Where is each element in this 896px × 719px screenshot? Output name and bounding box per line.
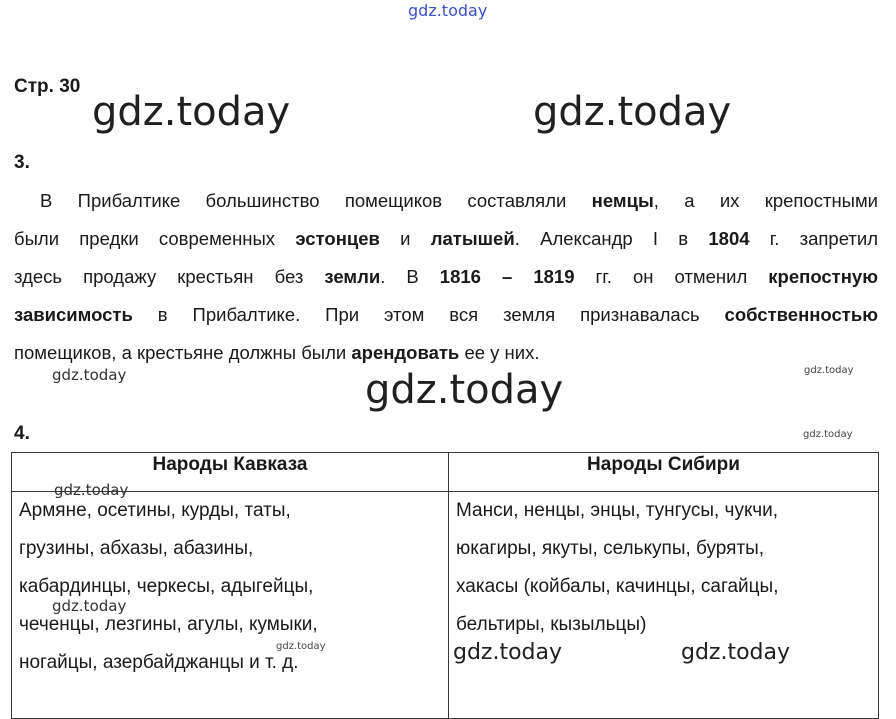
watermark: gdz.today (453, 640, 563, 665)
list-item: Армяне, осетины, курды, таты, (19, 500, 291, 521)
watermark: gdz.today (92, 89, 291, 135)
list-item: бельтиры, кызыльцы) (456, 614, 647, 635)
paragraph-line: зависимость в Прибалтике. При этом вся земля признавалась собственностью (14, 304, 878, 325)
cell-siberia (449, 492, 879, 719)
table-row (12, 492, 879, 719)
page-label: Стр. 30 (14, 76, 81, 97)
list-item: кабардинцы, черкесы, адыгейцы, (19, 576, 314, 597)
watermark: gdz.today (276, 641, 326, 652)
task-3-number: 3. (14, 152, 30, 173)
table-header-row (12, 453, 879, 492)
header-siberia: Народы Сибири (449, 453, 879, 492)
list-item: грузины, абхазы, абазины, (19, 538, 254, 559)
paragraph-line: помещиков, а крестьяне должны были арендовать ее у них. (14, 342, 540, 363)
paragraph-line: здесь продажу крестьян без земли. В 1816 – 1819 гг. он отменил крепостную (14, 266, 878, 287)
watermark: gdz.today (52, 597, 127, 615)
watermark: gdz.today (408, 1, 488, 20)
task-4-number: 4. (14, 423, 30, 444)
peoples-table (11, 452, 879, 719)
watermark: gdz.today (804, 365, 854, 376)
watermark: gdz.today (365, 367, 564, 413)
watermark: gdz.today (803, 429, 853, 440)
watermark: gdz.today (533, 89, 732, 135)
task-3-paragraph (14, 182, 878, 372)
watermark: gdz.today (52, 366, 127, 384)
list-item: чеченцы, лезгины, агулы, кумыки, (19, 614, 318, 635)
paragraph-line: В Прибалтике большинство помещиков составляли немцы, а их крепостными (40, 190, 879, 211)
paragraph-line: были предки современных эстонцев и латышей. Александр I в 1804 г. запретил (14, 228, 879, 249)
header-caucasus: Народы Кавказа (12, 453, 449, 492)
watermark: gdz.today (681, 640, 791, 665)
list-item: юкагиры, якуты, селькупы, буряты, (456, 538, 765, 559)
list-item: ногайцы, азербайджанцы и т. д. (19, 652, 299, 673)
list-item: хакасы (койбалы, качинцы, сагайцы, (456, 576, 779, 597)
watermark: gdz.today (54, 481, 129, 499)
list-item: Манси, ненцы, энцы, тунгусы, чукчи, (456, 500, 779, 521)
